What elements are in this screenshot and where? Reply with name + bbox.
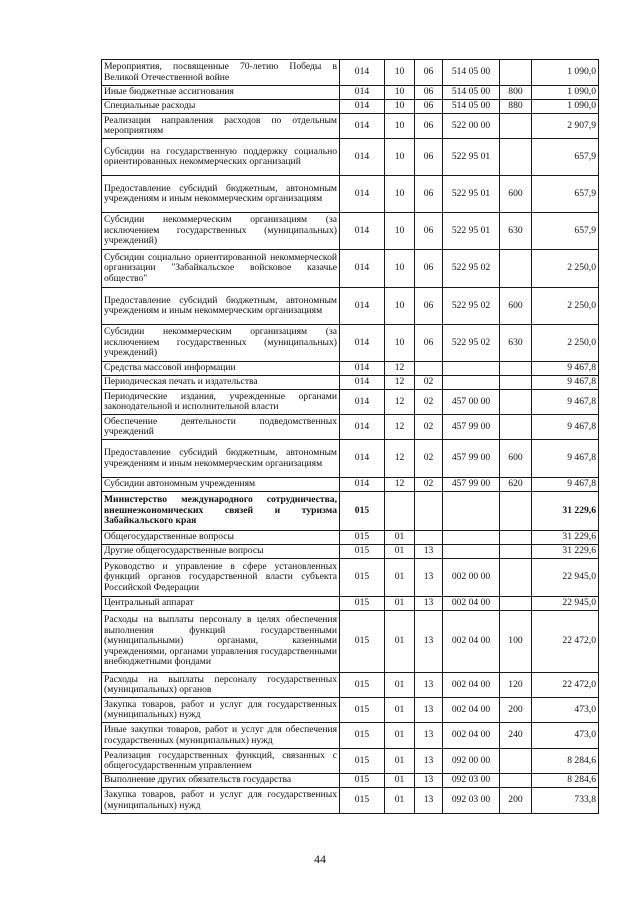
table-row	[102, 362, 599, 376]
section-code-cell: 01	[385, 531, 415, 545]
target-article-cell: 457 00 00	[443, 390, 500, 415]
table-row	[102, 390, 599, 415]
expense-type-cell: 100	[500, 611, 532, 673]
ministry-code-cell: 014	[340, 250, 385, 288]
subsection-code-cell: 13	[415, 774, 443, 788]
expense-name-cell: Иные закупки товаров, работ и услуг для обеспечения государственных (муниципальных) нужд	[102, 723, 340, 749]
table-row	[102, 673, 599, 698]
table-row	[102, 250, 599, 288]
amount-cell: 1 090,0	[532, 100, 599, 114]
target-article-cell: 002 04 00	[443, 611, 500, 673]
amount-cell: 473,0	[532, 723, 599, 749]
table-row	[102, 440, 599, 478]
ministry-code-cell: 014	[340, 478, 385, 492]
expense-type-cell: 240	[500, 723, 532, 749]
section-code-cell: 12	[385, 362, 415, 376]
subsection-code-cell: 13	[415, 673, 443, 698]
target-article-cell	[443, 531, 500, 545]
expense-name-cell: Выполнение других обязательств государства	[102, 774, 340, 788]
subsection-code-cell: 06	[415, 288, 443, 325]
subsection-code-cell: 06	[415, 213, 443, 250]
expense-name-cell: Закупка товаров, работ и услуг для государственных (муниципальных) нужд	[102, 788, 340, 814]
subsection-code-cell: 02	[415, 440, 443, 478]
target-article-cell: 002 04 00	[443, 723, 500, 749]
ministry-code-cell: 015	[340, 673, 385, 698]
table-row	[102, 788, 599, 814]
expense-type-cell: 600	[500, 440, 532, 478]
expense-type-cell	[500, 749, 532, 774]
subsection-code-cell: 06	[415, 325, 443, 362]
target-article-cell: 002 04 00	[443, 673, 500, 698]
expense-name-cell: Субсидии некоммерческим организациям (за исключением государственных (муниципальных) учреждений)	[102, 325, 340, 362]
expense-type-cell: 620	[500, 478, 532, 492]
ministry-code-cell: 015	[340, 698, 385, 723]
table-row	[102, 60, 599, 86]
target-article-cell: 457 99 00	[443, 440, 500, 478]
amount-cell: 657,9	[532, 139, 599, 176]
target-article-cell: 514 05 00	[443, 86, 500, 100]
amount-cell: 9 467,8	[532, 362, 599, 376]
section-code-cell: 12	[385, 390, 415, 415]
expense-name-cell: Иные бюджетные ассигнования	[102, 86, 340, 100]
ministry-code-cell: 014	[340, 288, 385, 325]
expense-name-cell: Общегосударственные вопросы	[102, 531, 340, 545]
table-row	[102, 597, 599, 611]
expense-name-cell: Другие общегосударственные вопросы	[102, 545, 340, 559]
table-row	[102, 531, 599, 545]
subsection-code-cell: 02	[415, 376, 443, 390]
amount-cell: 31 229,6	[532, 492, 599, 531]
ministry-code-cell: 014	[340, 325, 385, 362]
ministry-code-cell: 015	[340, 611, 385, 673]
subsection-code-cell: 13	[415, 723, 443, 749]
table-row	[102, 545, 599, 559]
section-code-cell: 01	[385, 559, 415, 597]
ministry-code-cell: 015	[340, 788, 385, 814]
section-code-cell: 10	[385, 114, 415, 139]
section-code-cell: 10	[385, 176, 415, 213]
section-code-cell: 12	[385, 440, 415, 478]
target-article-cell: 457 99 00	[443, 415, 500, 440]
table-row	[102, 176, 599, 213]
ministry-code-cell: 014	[340, 114, 385, 139]
expense-type-cell: 200	[500, 698, 532, 723]
expense-name-cell: Реализация государственных функций, связанных с общегосударственным управлением	[102, 749, 340, 774]
expense-type-cell: 600	[500, 288, 532, 325]
amount-cell: 22 945,0	[532, 559, 599, 597]
expense-type-cell: 800	[500, 86, 532, 100]
ministry-code-cell: 014	[340, 213, 385, 250]
ministry-code-cell: 015	[340, 545, 385, 559]
table-row	[102, 723, 599, 749]
subsection-code-cell: 06	[415, 86, 443, 100]
expense-type-cell: 200	[500, 788, 532, 814]
expense-type-cell	[500, 531, 532, 545]
expense-name-cell: Периодические издания, учрежденные органами законодательной и исполнительной власти	[102, 390, 340, 415]
expense-name-cell: Субсидии социально ориентированной некоммерческой организации "Забайкальское войсковое казачье общество"	[102, 250, 340, 288]
ministry-code-cell: 015	[340, 749, 385, 774]
section-code-cell: 01	[385, 788, 415, 814]
budget-table	[101, 59, 599, 814]
section-code-cell: 12	[385, 478, 415, 492]
expense-name-cell: Предоставление субсидий бюджетным, автономным учреждениям и иным некоммерческим организациям	[102, 288, 340, 325]
ministry-code-cell: 015	[340, 597, 385, 611]
ministry-code-cell: 015	[340, 559, 385, 597]
expense-type-cell	[500, 114, 532, 139]
subsection-code-cell: 13	[415, 559, 443, 597]
expense-type-cell: 880	[500, 100, 532, 114]
amount-cell: 22 945,0	[532, 597, 599, 611]
amount-cell: 9 467,8	[532, 390, 599, 415]
amount-cell: 31 229,6	[532, 531, 599, 545]
subsection-code-cell: 02	[415, 478, 443, 492]
page-number: 44	[314, 852, 326, 866]
section-code-cell	[385, 492, 415, 531]
target-article-cell: 522 95 01	[443, 139, 500, 176]
amount-cell: 9 467,8	[532, 376, 599, 390]
amount-cell: 8 284,6	[532, 749, 599, 774]
expense-type-cell: 630	[500, 325, 532, 362]
expense-name-cell: Реализация направления расходов по отдельным мероприятиям	[102, 114, 340, 139]
budget-table-body	[102, 60, 599, 814]
expense-type-cell	[500, 60, 532, 86]
table-row	[102, 139, 599, 176]
expense-type-cell	[500, 545, 532, 559]
expense-name-cell: Центральный аппарат	[102, 597, 340, 611]
target-article-cell: 002 00 00	[443, 559, 500, 597]
table-row	[102, 492, 599, 531]
section-code-cell: 01	[385, 545, 415, 559]
ministry-code-cell: 014	[340, 362, 385, 376]
ministry-code-cell: 015	[340, 723, 385, 749]
expense-name-cell: Расходы на выплаты персоналу в целях обеспечения выполнения функций государственными (муниципальными) органами, казенными учреждениями, органами управления государственными внебюджетными фондами	[102, 611, 340, 673]
target-article-cell: 457 99 00	[443, 478, 500, 492]
amount-cell: 473,0	[532, 698, 599, 723]
amount-cell: 9 467,8	[532, 478, 599, 492]
ministry-code-cell: 015	[340, 531, 385, 545]
target-article-cell: 522 00 00	[443, 114, 500, 139]
amount-cell: 31 229,6	[532, 545, 599, 559]
section-code-cell: 10	[385, 250, 415, 288]
table-row	[102, 100, 599, 114]
section-code-cell: 01	[385, 749, 415, 774]
table-row	[102, 698, 599, 723]
expense-type-cell	[500, 774, 532, 788]
amount-cell: 22 472,0	[532, 611, 599, 673]
subsection-code-cell: 13	[415, 749, 443, 774]
section-code-cell: 12	[385, 415, 415, 440]
expense-type-cell	[500, 492, 532, 531]
subsection-code-cell: 06	[415, 250, 443, 288]
section-code-cell: 01	[385, 774, 415, 788]
expense-name-cell: Средства массовой информации	[102, 362, 340, 376]
section-code-cell: 01	[385, 673, 415, 698]
amount-cell: 657,9	[532, 213, 599, 250]
amount-cell: 1 090,0	[532, 86, 599, 100]
table-row	[102, 325, 599, 362]
target-article-cell: 514 05 00	[443, 60, 500, 86]
target-article-cell	[443, 362, 500, 376]
target-article-cell: 522 95 02	[443, 325, 500, 362]
target-article-cell	[443, 376, 500, 390]
subsection-code-cell: 13	[415, 788, 443, 814]
target-article-cell: 002 04 00	[443, 597, 500, 611]
ministry-code-cell: 014	[340, 376, 385, 390]
subsection-code-cell: 13	[415, 545, 443, 559]
amount-cell: 2 907,9	[532, 114, 599, 139]
expense-name-cell: Специальные расходы	[102, 100, 340, 114]
expense-type-cell	[500, 597, 532, 611]
subsection-code-cell: 13	[415, 611, 443, 673]
table-row	[102, 288, 599, 325]
subsection-code-cell: 13	[415, 698, 443, 723]
ministry-code-cell: 014	[340, 415, 385, 440]
section-code-cell: 10	[385, 86, 415, 100]
section-code-cell: 12	[385, 376, 415, 390]
section-code-cell: 10	[385, 60, 415, 86]
subsection-code-cell: 06	[415, 139, 443, 176]
table-row	[102, 478, 599, 492]
amount-cell: 9 467,8	[532, 440, 599, 478]
table-row	[102, 86, 599, 100]
expense-type-cell: 120	[500, 673, 532, 698]
table-row	[102, 559, 599, 597]
amount-cell: 657,9	[532, 176, 599, 213]
ministry-code-cell: 015	[340, 492, 385, 531]
expense-type-cell: 600	[500, 176, 532, 213]
expense-name-cell: Министерство международного сотрудничества, внешнеэкономических связей и туризма Забайкальского края	[102, 492, 340, 531]
target-article-cell: 522 95 01	[443, 213, 500, 250]
target-article-cell: 092 03 00	[443, 788, 500, 814]
expense-name-cell: Субсидии на государственную поддержку социально ориентированных некоммерческих организаций	[102, 139, 340, 176]
amount-cell: 733,8	[532, 788, 599, 814]
expense-name-cell: Периодическая печать и издательства	[102, 376, 340, 390]
section-code-cell: 10	[385, 100, 415, 114]
expense-name-cell: Субсидии некоммерческим организациям (за исключением государственных (муниципальных) учреждений)	[102, 213, 340, 250]
expense-type-cell: 630	[500, 213, 532, 250]
subsection-code-cell: 06	[415, 176, 443, 213]
expense-name-cell: Расходы на выплаты персоналу государственных (муниципальных) органов	[102, 673, 340, 698]
target-article-cell: 522 95 02	[443, 288, 500, 325]
table-row	[102, 415, 599, 440]
subsection-code-cell: 02	[415, 390, 443, 415]
section-code-cell: 10	[385, 325, 415, 362]
subsection-code-cell: 06	[415, 60, 443, 86]
expense-type-cell	[500, 250, 532, 288]
subsection-code-cell: 06	[415, 100, 443, 114]
table-row	[102, 376, 599, 390]
expense-type-cell	[500, 139, 532, 176]
amount-cell: 2 250,0	[532, 325, 599, 362]
expense-name-cell: Закупка товаров, работ и услуг для государственных (муниципальных) нужд	[102, 698, 340, 723]
section-code-cell: 10	[385, 213, 415, 250]
expense-type-cell	[500, 376, 532, 390]
table-row	[102, 749, 599, 774]
table-row	[102, 774, 599, 788]
section-code-cell: 01	[385, 698, 415, 723]
amount-cell: 2 250,0	[532, 250, 599, 288]
table-row	[102, 611, 599, 673]
section-code-cell: 01	[385, 597, 415, 611]
expense-name-cell: Субсидии автономным учреждениям	[102, 478, 340, 492]
expense-type-cell	[500, 415, 532, 440]
target-article-cell: 092 03 00	[443, 774, 500, 788]
ministry-code-cell: 014	[340, 139, 385, 176]
subsection-code-cell: 02	[415, 415, 443, 440]
table-row	[102, 114, 599, 139]
expense-type-cell	[500, 559, 532, 597]
amount-cell: 1 090,0	[532, 60, 599, 86]
ministry-code-cell: 014	[340, 176, 385, 213]
subsection-code-cell	[415, 362, 443, 376]
section-code-cell: 01	[385, 723, 415, 749]
ministry-code-cell: 014	[340, 390, 385, 415]
amount-cell: 22 472,0	[532, 673, 599, 698]
ministry-code-cell: 015	[340, 774, 385, 788]
target-article-cell: 522 95 01	[443, 176, 500, 213]
subsection-code-cell: 13	[415, 597, 443, 611]
subsection-code-cell	[415, 531, 443, 545]
section-code-cell: 10	[385, 139, 415, 176]
target-article-cell: 002 04 00	[443, 698, 500, 723]
subsection-code-cell: 06	[415, 114, 443, 139]
amount-cell: 9 467,8	[532, 415, 599, 440]
expense-name-cell: Обеспечение деятельности подведомственных учреждений	[102, 415, 340, 440]
amount-cell: 8 284,6	[532, 774, 599, 788]
target-article-cell: 522 95 02	[443, 250, 500, 288]
target-article-cell	[443, 492, 500, 531]
ministry-code-cell: 014	[340, 100, 385, 114]
section-code-cell: 01	[385, 611, 415, 673]
expense-name-cell: Мероприятия, посвященные 70-летию Победы в Великой Отечественной войне	[102, 60, 340, 86]
target-article-cell: 514 05 00	[443, 100, 500, 114]
expense-type-cell	[500, 390, 532, 415]
ministry-code-cell: 014	[340, 86, 385, 100]
target-article-cell: 092 00 00	[443, 749, 500, 774]
subsection-code-cell	[415, 492, 443, 531]
expense-type-cell	[500, 362, 532, 376]
section-code-cell: 10	[385, 288, 415, 325]
table-row	[102, 213, 599, 250]
amount-cell: 2 250,0	[532, 288, 599, 325]
target-article-cell	[443, 545, 500, 559]
expense-name-cell: Предоставление субсидий бюджетным, автономным учреждениям и иным некоммерческим организациям	[102, 176, 340, 213]
expense-name-cell: Руководство и управление в сфере установленных функций органов государственной власти субъекта Российской Федерации	[102, 559, 340, 597]
ministry-code-cell: 014	[340, 60, 385, 86]
expense-name-cell: Предоставление субсидий бюджетным, автономным учреждениям и иным некоммерческим организациям	[102, 440, 340, 478]
ministry-code-cell: 014	[340, 440, 385, 478]
